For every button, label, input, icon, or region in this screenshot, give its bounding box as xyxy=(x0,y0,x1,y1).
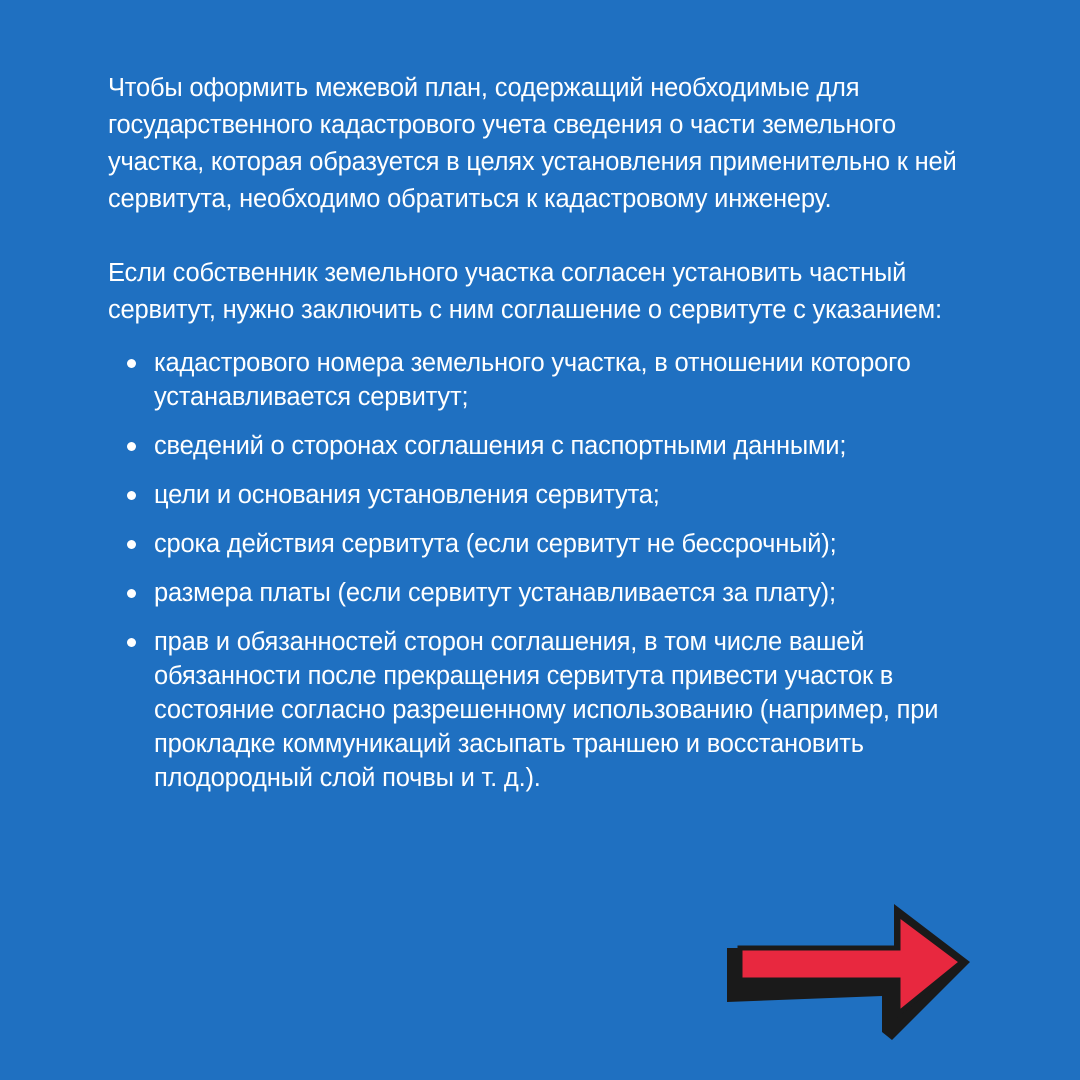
list-item-text: срока действия сервитута (если сервитут не бессрочный); xyxy=(154,530,837,558)
list-item xyxy=(108,478,988,512)
requirements-list xyxy=(108,346,988,795)
bullet-icon xyxy=(127,491,136,500)
bullet-icon xyxy=(127,638,136,647)
list-item-text: кадастрового номера земельного участка, в отношении которого устанавливается сервитут; xyxy=(154,349,911,411)
list-item xyxy=(108,625,988,795)
main-content xyxy=(108,70,988,810)
list-item-text: прав и обязанностей сторон соглашения, в том числе вашей обязанности после прекращения сервитута привести участок в состояние согласно разрешенному использованию (например, при прокладке коммуникаций засыпать траншею и восстановить плодородный слой почвы и т. д.). xyxy=(154,628,939,792)
intro-paragraph: Чтобы оформить межевой план, содержащий необходимые для государственного кадастрового учета сведения о части земельного участка, которая образуется в целях установления применительно к ней сервитута, необходимо обратиться к кадастровому инженеру. xyxy=(108,74,957,213)
bullet-icon xyxy=(127,589,136,598)
arrow-right-icon[interactable] xyxy=(722,896,982,1046)
list-item-text: цели и основания установления сервитута; xyxy=(154,481,660,509)
list-item xyxy=(108,429,988,463)
list-item xyxy=(108,346,988,414)
second-paragraph: Если собственник земельного участка согласен установить частный сервитут, нужно заключить с ним соглашение о сервитуте с указанием: xyxy=(108,259,942,324)
bullet-icon xyxy=(127,540,136,549)
bullet-icon xyxy=(127,442,136,451)
list-item xyxy=(108,576,988,610)
list-item xyxy=(108,527,988,561)
bullet-icon xyxy=(127,359,136,368)
list-item-text: сведений о сторонах соглашения с паспортными данными; xyxy=(154,432,847,460)
list-item-text: размера платы (если сервитут устанавливается за плату); xyxy=(154,579,836,607)
